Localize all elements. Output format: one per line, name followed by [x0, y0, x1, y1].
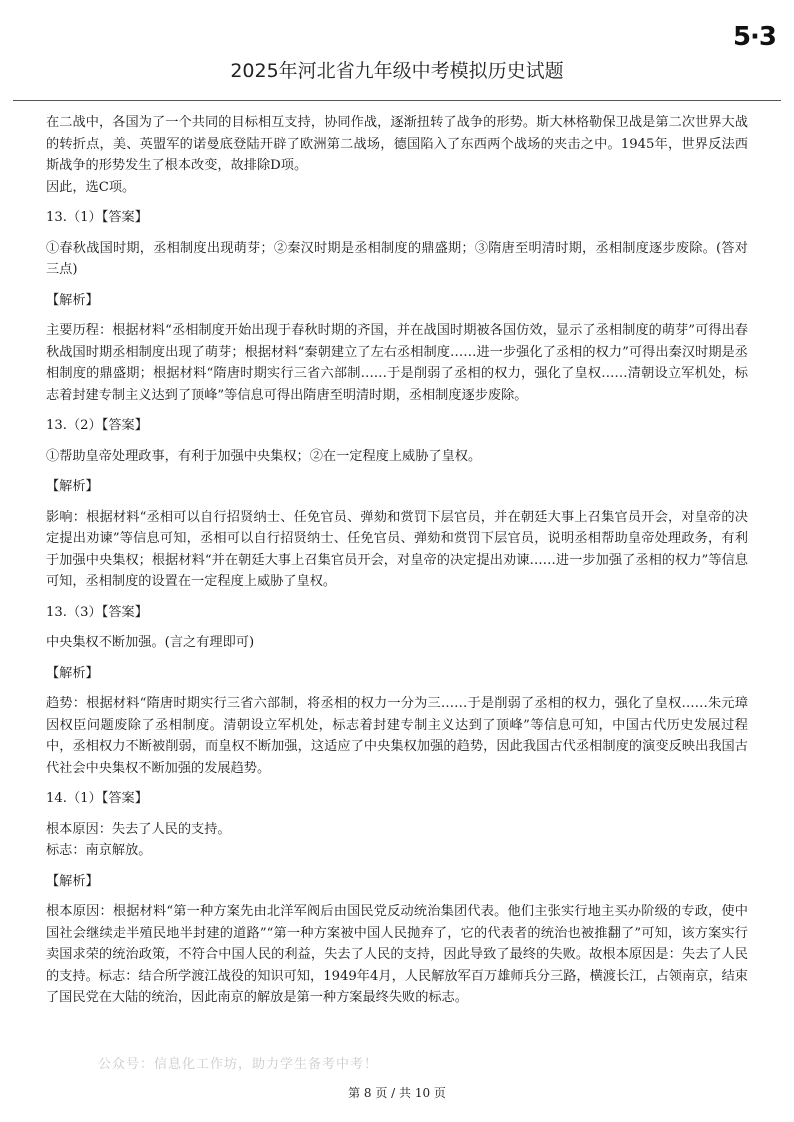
question-14-1-answer-heading: 14.（1）【答案】 — [46, 791, 148, 806]
document-body — [46, 112, 748, 1009]
brand-logo: 5·3 — [732, 22, 776, 52]
paragraph-choice: 因此，选C项。 — [46, 179, 136, 195]
question-13-2-answer: ①帮助皇帝处理政事，有利于加强中央集权；②在一定程度上威胁了皇权。 — [46, 448, 482, 464]
question-14-1-answer-sign: 标志：南京解放。 — [46, 843, 152, 858]
page-title: 2025年河北省九年级中考模拟历史试题 — [230, 60, 564, 82]
watermark-text: 公众号：信息化工作坊，助力学生备考中考！ — [98, 1057, 379, 1072]
question-14-1-analysis-heading: 【解析】 — [46, 873, 99, 889]
question-13-2-analysis: 影响：根据材料“丞相可以自行招贤纳士、任免官员、弹劾和赏罚下层官员，并在朝廷大事上召集官员开会，对皇帝的决定提出劝谏”等信息可知，丞相可以自行招贤纳士、任免官员、弹劾和赏罚下层官员，说明丞相帮助皇帝处理政务，有利于加强中央集权；根据材料“并在朝廷大事上召集官员开会，对皇帝的决定提出劝谏……进一步加强了丞相的权力”等信息可知，丞相制度的设置在一定程度上威胁了皇权。 — [46, 509, 748, 589]
question-13-3-analysis-heading: 【解析】 — [46, 665, 99, 681]
paragraph-ww2-explanation: 在二战中，各国为了一个共同的目标相互支持，协同作战，逐渐扭转了战争的形势。斯大林格勒保卫战是第二次世界大战的转折点，美、英盟军的诺曼底登陆开辟了欧洲第二战场，德国陷入了东西两个战场的夹击之中。1945年，世界反法西斯战争的形势发生了根本改变，故排除D项。 — [46, 115, 748, 173]
question-13-1-analysis-heading: 【解析】 — [46, 292, 99, 308]
question-13-2-analysis-heading: 【解析】 — [46, 479, 99, 494]
question-13-2-answer-heading: 13.（2）【答案】 — [46, 418, 148, 433]
question-13-1-answer-heading: 13.（1）【答案】 — [46, 210, 148, 225]
question-13-1-answer: ①春秋战国时期，丞相制度出现萌芽；②秦汉时期是丞相制度的鼎盛期；③隋唐至明清时期，丞相制度逐步废除。(答对三点) — [46, 240, 748, 277]
question-13-3-analysis: 趋势：根据材料“隋唐时期实行三省六部制，将丞相的权力一分为三……于是削弱了丞相的权力，强化了皇权……朱元璋因权臣问题废除了丞相制度。清朝设立军机处，标志着封建专制主义达到了顶峰”等信息可知，中国古代历史发展过程中，丞相权力不断被削弱，而皇权不断加强，这适应了中央集权加强的趋势，因此我国古代丞相制度的演变反映出我国古代社会中央集权不断加强的发展趋势。 — [46, 696, 748, 776]
question-13-3-answer-heading: 13.（3）【答案】 — [46, 604, 148, 620]
header-divider — [13, 100, 781, 101]
page-number: 第 8 页 / 共 10 页 — [348, 1086, 446, 1100]
question-14-1-answer-cause: 根本原因：失去了人民的支持。 — [46, 821, 231, 837]
question-14-1-analysis: 根本原因：根据材料“第一种方案先由北洋军阀后由国民党反动统治集团代表。他们主张实行地主买办阶级的专政，使中国社会继续走半殖民地半封建的道路”“第一种方案被中国人民抛弃了，它的代表者的统治也被推翻了”可知，该方案实行卖国求荣的统治政策，不符合中国人民的利益，失去了人民的支持，因此导致了最终的失败。故根本原因是：失去了人民的支持。标志：结合所学渡江战役的知识可知，1949年4月，人民解放军百万雄师兵分三路，横渡长江，占领南京，结束了国民党在大陆的统治，因此南京的解放是第一种方案最终失败的标志。 — [46, 904, 748, 1005]
question-13-3-answer: 中央集权不断加强。(言之有理即可) — [46, 635, 255, 650]
question-13-1-analysis: 主要历程：根据材料“丞相制度开始出现于春秋时期的齐国，并在战国时期被各国仿效，显示了丞相制度的萌芽”可得出春秋战国时期丞相制度出现了萌芽；根据材料“秦朝建立了左右丞相制度……进一步强化了丞相的权力”可得出秦汉时期是丞相制度的鼎盛期；根据材料“隋唐时期实行三省六部制……于是削弱了丞相的权力，强化了皇权……清朝设立军机处，标志着封建专制主义达到了顶峰”等信息可得出隋唐至明清时期，丞相制度逐步废除。 — [46, 323, 748, 403]
